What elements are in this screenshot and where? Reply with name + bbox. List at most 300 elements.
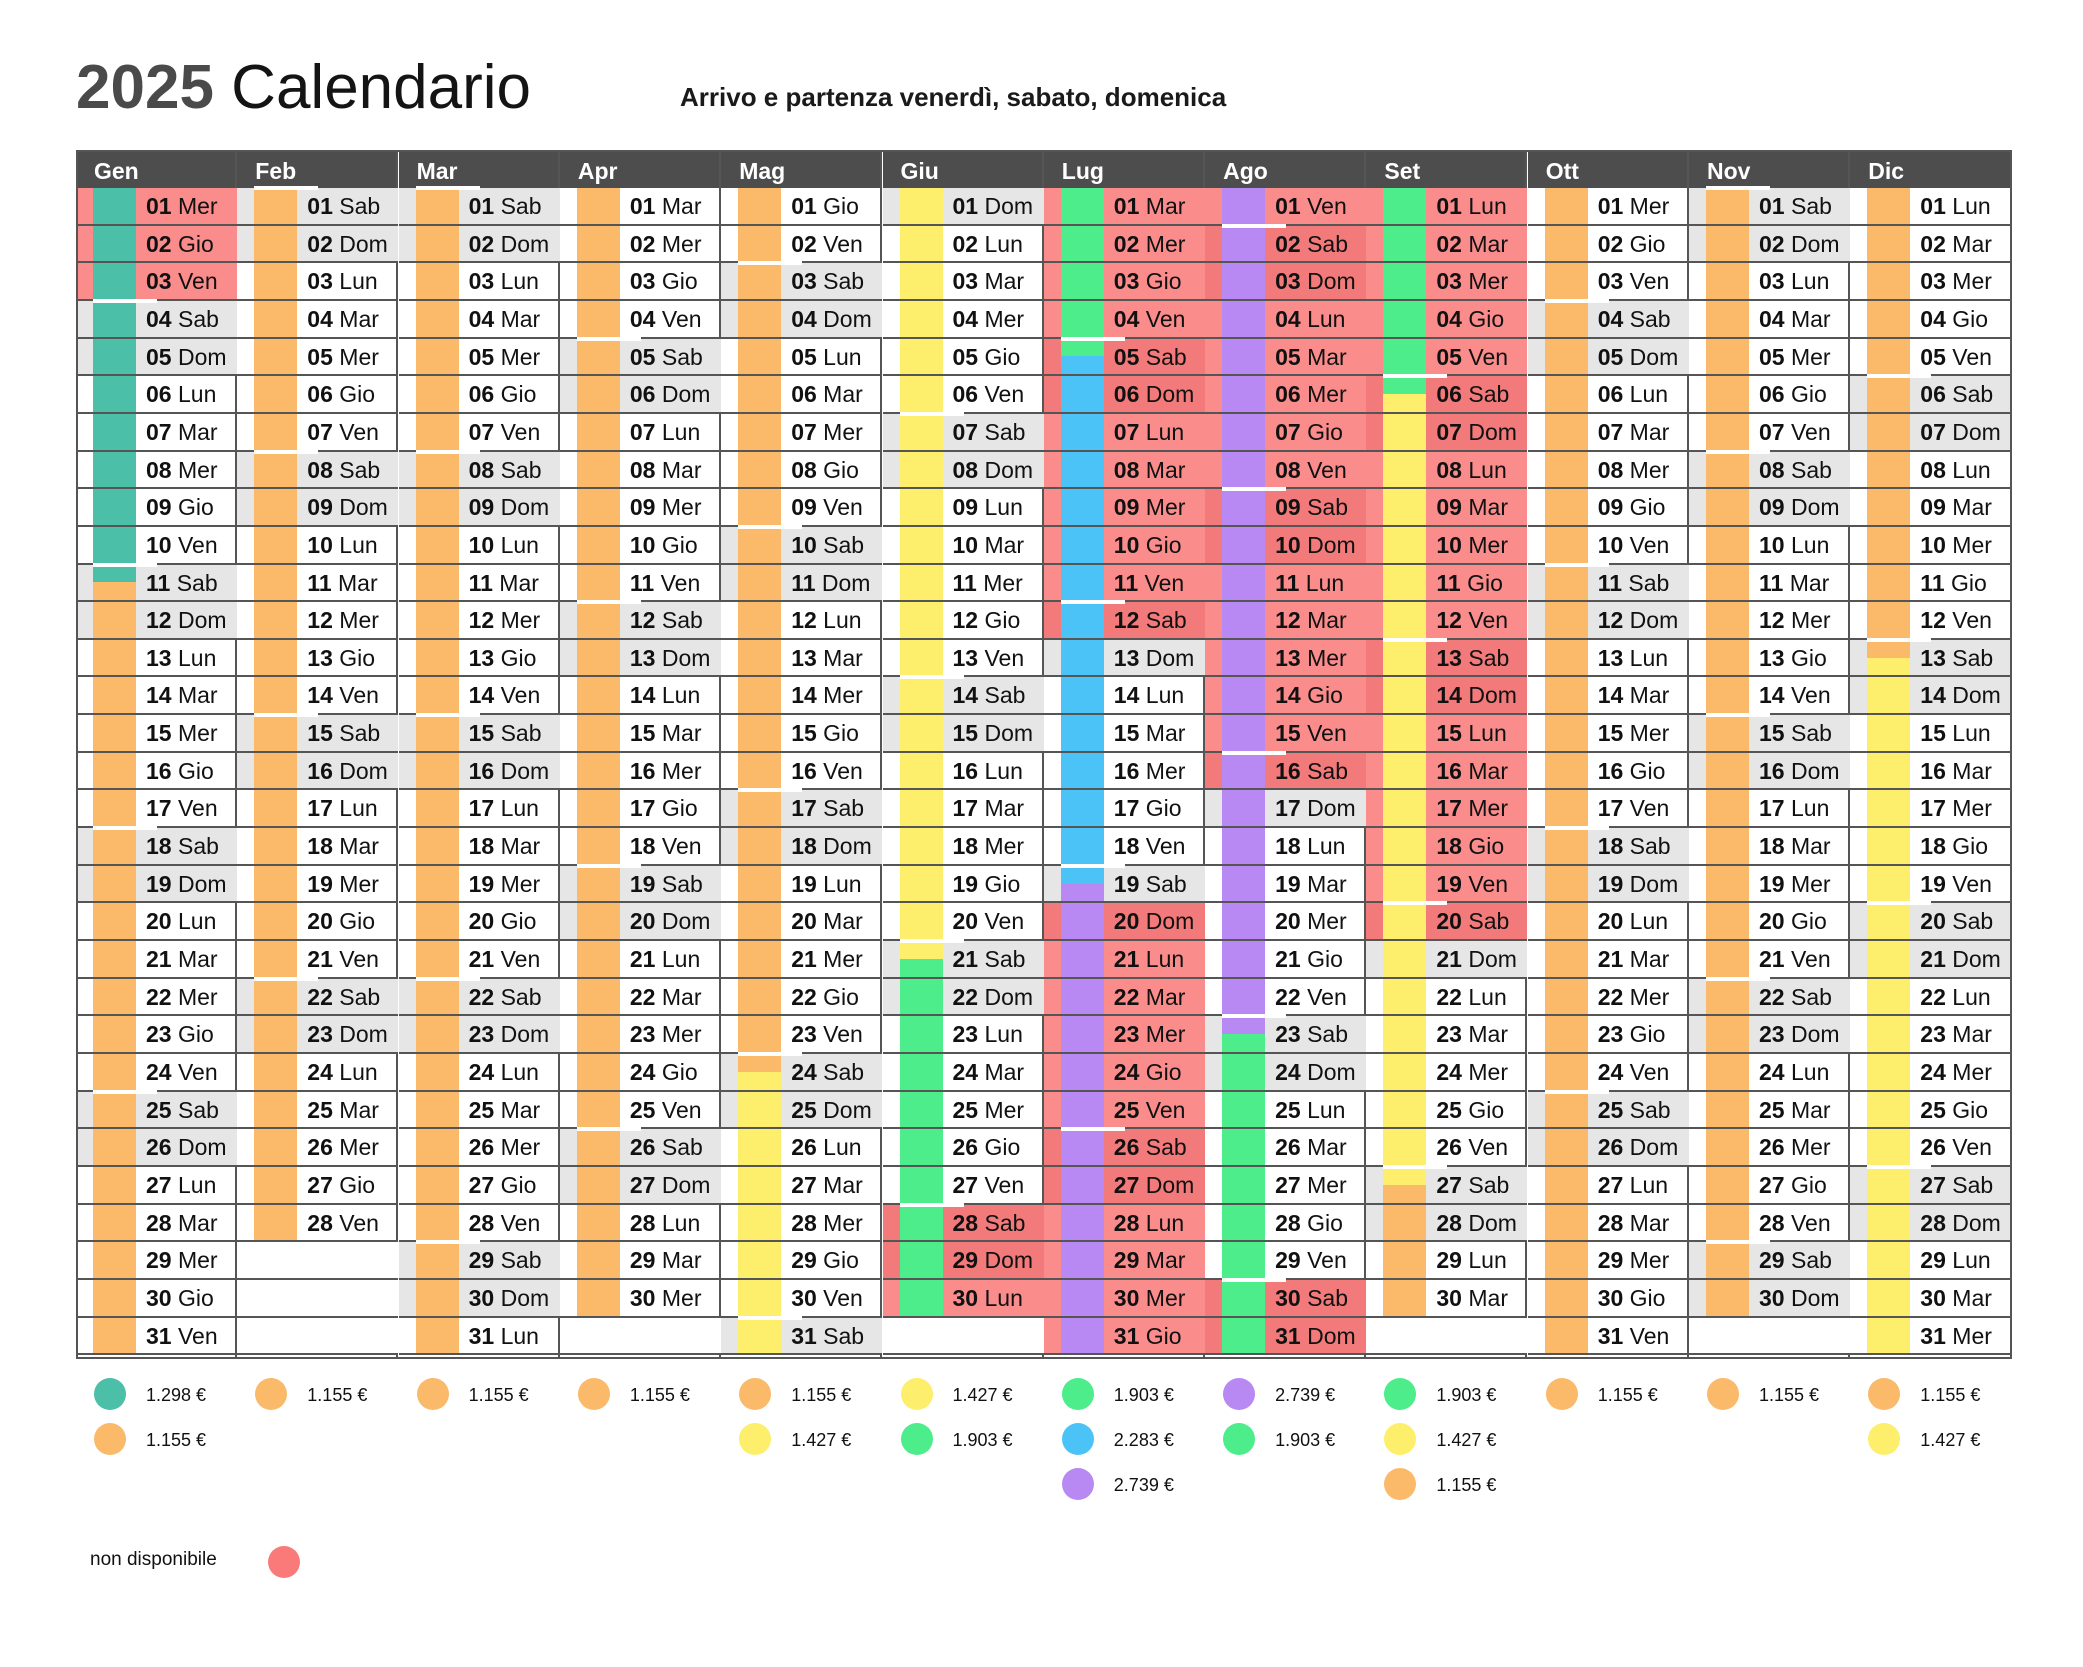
day-cell[interactable] bbox=[399, 188, 560, 226]
day-cell[interactable] bbox=[560, 527, 721, 565]
day-cell[interactable] bbox=[883, 1167, 1044, 1205]
day-cell[interactable] bbox=[237, 414, 398, 452]
day-cell[interactable] bbox=[1689, 376, 1850, 414]
day-cell[interactable] bbox=[399, 979, 560, 1017]
day-cell[interactable] bbox=[1528, 527, 1689, 565]
day-cell[interactable] bbox=[1044, 339, 1205, 377]
day-cell[interactable] bbox=[1850, 1167, 2011, 1205]
day-cell[interactable] bbox=[721, 941, 882, 979]
day-cell[interactable] bbox=[1850, 1129, 2011, 1167]
day-cell[interactable] bbox=[76, 979, 237, 1017]
day-cell[interactable] bbox=[883, 1280, 1044, 1318]
day-cell[interactable] bbox=[1366, 790, 1527, 828]
day-cell[interactable] bbox=[1528, 640, 1689, 678]
day-cell[interactable] bbox=[1044, 828, 1205, 866]
day-cell[interactable] bbox=[1044, 1242, 1205, 1280]
day-cell[interactable] bbox=[1205, 1092, 1366, 1130]
day-cell[interactable] bbox=[883, 790, 1044, 828]
day-cell[interactable] bbox=[1044, 979, 1205, 1017]
day-cell[interactable] bbox=[560, 715, 721, 753]
day-cell[interactable] bbox=[1689, 602, 1850, 640]
day-cell[interactable] bbox=[1366, 565, 1527, 603]
day-cell[interactable] bbox=[76, 1242, 237, 1280]
day-cell[interactable] bbox=[1205, 1129, 1366, 1167]
day-cell[interactable] bbox=[237, 866, 398, 904]
day-cell[interactable] bbox=[1689, 941, 1850, 979]
day-cell[interactable] bbox=[1850, 1016, 2011, 1054]
day-cell[interactable] bbox=[76, 452, 237, 490]
day-cell[interactable] bbox=[1044, 1280, 1205, 1318]
day-cell[interactable] bbox=[399, 1016, 560, 1054]
day-cell[interactable] bbox=[399, 1242, 560, 1280]
day-cell[interactable] bbox=[76, 866, 237, 904]
day-cell[interactable] bbox=[1366, 1167, 1527, 1205]
day-cell[interactable] bbox=[883, 565, 1044, 603]
day-cell[interactable] bbox=[399, 527, 560, 565]
day-cell[interactable] bbox=[399, 339, 560, 377]
day-cell[interactable] bbox=[883, 866, 1044, 904]
day-cell[interactable] bbox=[399, 452, 560, 490]
day-cell[interactable] bbox=[1850, 527, 2011, 565]
day-cell[interactable] bbox=[237, 602, 398, 640]
day-cell[interactable] bbox=[883, 452, 1044, 490]
day-cell[interactable] bbox=[237, 1054, 398, 1092]
day-cell[interactable] bbox=[1689, 753, 1850, 791]
day-cell[interactable] bbox=[1689, 715, 1850, 753]
day-cell[interactable] bbox=[721, 677, 882, 715]
day-cell[interactable] bbox=[883, 489, 1044, 527]
day-cell[interactable] bbox=[560, 677, 721, 715]
day-cell[interactable] bbox=[237, 677, 398, 715]
day-cell[interactable] bbox=[883, 677, 1044, 715]
day-cell[interactable] bbox=[721, 263, 882, 301]
day-cell[interactable] bbox=[76, 1280, 237, 1318]
day-cell[interactable] bbox=[1689, 1016, 1850, 1054]
day-cell[interactable] bbox=[76, 1129, 237, 1167]
day-cell[interactable] bbox=[1850, 263, 2011, 301]
day-cell[interactable] bbox=[1850, 1205, 2011, 1243]
day-cell[interactable] bbox=[1689, 339, 1850, 377]
day-cell[interactable] bbox=[237, 790, 398, 828]
day-cell[interactable] bbox=[1850, 640, 2011, 678]
day-cell[interactable] bbox=[1689, 1205, 1850, 1243]
day-cell[interactable] bbox=[1205, 489, 1366, 527]
day-cell[interactable] bbox=[76, 263, 237, 301]
day-cell[interactable] bbox=[237, 715, 398, 753]
day-cell[interactable] bbox=[1366, 452, 1527, 490]
day-cell[interactable] bbox=[399, 677, 560, 715]
day-cell[interactable] bbox=[1850, 1054, 2011, 1092]
day-cell[interactable] bbox=[76, 376, 237, 414]
day-cell[interactable] bbox=[1528, 263, 1689, 301]
day-cell[interactable] bbox=[237, 1016, 398, 1054]
day-cell[interactable] bbox=[560, 1016, 721, 1054]
day-cell[interactable] bbox=[883, 941, 1044, 979]
day-cell[interactable] bbox=[76, 489, 237, 527]
day-cell[interactable] bbox=[399, 565, 560, 603]
day-cell[interactable] bbox=[560, 1167, 721, 1205]
day-cell[interactable] bbox=[1205, 226, 1366, 264]
day-cell[interactable] bbox=[76, 640, 237, 678]
day-cell[interactable] bbox=[1528, 753, 1689, 791]
day-cell[interactable] bbox=[1528, 677, 1689, 715]
day-cell[interactable] bbox=[1366, 828, 1527, 866]
day-cell[interactable] bbox=[1044, 188, 1205, 226]
day-cell[interactable] bbox=[76, 790, 237, 828]
day-cell[interactable] bbox=[237, 979, 398, 1017]
day-cell[interactable] bbox=[1528, 1242, 1689, 1280]
day-cell[interactable] bbox=[399, 489, 560, 527]
day-cell[interactable] bbox=[1044, 1092, 1205, 1130]
day-cell[interactable] bbox=[721, 376, 882, 414]
day-cell[interactable] bbox=[1366, 226, 1527, 264]
day-cell[interactable] bbox=[399, 941, 560, 979]
day-cell[interactable] bbox=[1528, 866, 1689, 904]
day-cell[interactable] bbox=[1689, 1242, 1850, 1280]
day-cell[interactable] bbox=[76, 565, 237, 603]
day-cell[interactable] bbox=[1044, 1318, 1205, 1356]
day-cell[interactable] bbox=[560, 602, 721, 640]
day-cell[interactable] bbox=[76, 828, 237, 866]
day-cell[interactable] bbox=[1205, 602, 1366, 640]
day-cell[interactable] bbox=[721, 188, 882, 226]
day-cell[interactable] bbox=[237, 640, 398, 678]
day-cell[interactable] bbox=[1850, 790, 2011, 828]
day-cell[interactable] bbox=[883, 602, 1044, 640]
day-cell[interactable] bbox=[1044, 414, 1205, 452]
day-cell[interactable] bbox=[560, 226, 721, 264]
day-cell[interactable] bbox=[399, 1318, 560, 1356]
day-cell[interactable] bbox=[560, 301, 721, 339]
day-cell[interactable] bbox=[399, 263, 560, 301]
day-cell[interactable] bbox=[1044, 715, 1205, 753]
day-cell[interactable] bbox=[560, 979, 721, 1017]
day-cell[interactable] bbox=[883, 979, 1044, 1017]
day-cell[interactable] bbox=[1366, 489, 1527, 527]
day-cell[interactable] bbox=[1205, 565, 1366, 603]
day-cell[interactable] bbox=[237, 263, 398, 301]
day-cell[interactable] bbox=[1528, 1318, 1689, 1356]
day-cell[interactable] bbox=[1044, 903, 1205, 941]
day-cell[interactable] bbox=[237, 903, 398, 941]
day-cell[interactable] bbox=[560, 263, 721, 301]
day-cell[interactable] bbox=[1205, 1167, 1366, 1205]
day-cell[interactable] bbox=[721, 452, 882, 490]
day-cell[interactable] bbox=[1850, 866, 2011, 904]
day-cell[interactable] bbox=[883, 640, 1044, 678]
day-cell[interactable] bbox=[1044, 301, 1205, 339]
day-cell[interactable] bbox=[1689, 301, 1850, 339]
day-cell[interactable] bbox=[237, 1092, 398, 1130]
day-cell[interactable] bbox=[1850, 1280, 2011, 1318]
day-cell[interactable] bbox=[1044, 602, 1205, 640]
day-cell[interactable] bbox=[237, 188, 398, 226]
day-cell[interactable] bbox=[399, 903, 560, 941]
day-cell[interactable] bbox=[1205, 790, 1366, 828]
day-cell[interactable] bbox=[1850, 1242, 2011, 1280]
day-cell[interactable] bbox=[721, 301, 882, 339]
day-cell[interactable] bbox=[76, 188, 237, 226]
day-cell[interactable] bbox=[399, 602, 560, 640]
day-cell[interactable] bbox=[1366, 1280, 1527, 1318]
day-cell[interactable] bbox=[883, 527, 1044, 565]
day-cell[interactable] bbox=[1689, 866, 1850, 904]
day-cell[interactable] bbox=[1689, 263, 1850, 301]
day-cell[interactable] bbox=[1850, 602, 2011, 640]
day-cell[interactable] bbox=[1044, 1129, 1205, 1167]
day-cell[interactable] bbox=[399, 376, 560, 414]
day-cell[interactable] bbox=[1366, 1092, 1527, 1130]
day-cell[interactable] bbox=[237, 452, 398, 490]
day-cell[interactable] bbox=[399, 828, 560, 866]
day-cell[interactable] bbox=[1366, 602, 1527, 640]
day-cell[interactable] bbox=[1366, 414, 1527, 452]
day-cell[interactable] bbox=[1689, 565, 1850, 603]
day-cell[interactable] bbox=[1850, 1092, 2011, 1130]
day-cell[interactable] bbox=[1366, 263, 1527, 301]
day-cell[interactable] bbox=[1689, 1167, 1850, 1205]
day-cell[interactable] bbox=[76, 1054, 237, 1092]
day-cell[interactable] bbox=[76, 226, 237, 264]
day-cell[interactable] bbox=[1044, 489, 1205, 527]
day-cell[interactable] bbox=[883, 753, 1044, 791]
day-cell[interactable] bbox=[721, 753, 882, 791]
day-cell[interactable] bbox=[1689, 188, 1850, 226]
day-cell[interactable] bbox=[237, 1205, 398, 1243]
day-cell[interactable] bbox=[1044, 1054, 1205, 1092]
day-cell[interactable] bbox=[560, 339, 721, 377]
day-cell[interactable] bbox=[1689, 903, 1850, 941]
day-cell[interactable] bbox=[1366, 527, 1527, 565]
day-cell[interactable] bbox=[1205, 866, 1366, 904]
day-cell[interactable] bbox=[1044, 376, 1205, 414]
day-cell[interactable] bbox=[883, 263, 1044, 301]
day-cell[interactable] bbox=[1205, 301, 1366, 339]
day-cell[interactable] bbox=[399, 1054, 560, 1092]
day-cell[interactable] bbox=[883, 828, 1044, 866]
day-cell[interactable] bbox=[721, 715, 882, 753]
day-cell[interactable] bbox=[1689, 1054, 1850, 1092]
day-cell[interactable] bbox=[1205, 903, 1366, 941]
day-cell[interactable] bbox=[1528, 489, 1689, 527]
day-cell[interactable] bbox=[1689, 790, 1850, 828]
day-cell[interactable] bbox=[560, 376, 721, 414]
day-cell[interactable] bbox=[1689, 640, 1850, 678]
day-cell[interactable] bbox=[1205, 828, 1366, 866]
day-cell[interactable] bbox=[560, 790, 721, 828]
day-cell[interactable] bbox=[1205, 979, 1366, 1017]
day-cell[interactable] bbox=[76, 1318, 237, 1356]
day-cell[interactable] bbox=[1205, 263, 1366, 301]
day-cell[interactable] bbox=[1850, 1318, 2011, 1356]
day-cell[interactable] bbox=[721, 226, 882, 264]
day-cell[interactable] bbox=[1689, 527, 1850, 565]
day-cell[interactable] bbox=[883, 188, 1044, 226]
day-cell[interactable] bbox=[1044, 565, 1205, 603]
day-cell[interactable] bbox=[721, 565, 882, 603]
day-cell[interactable] bbox=[1689, 414, 1850, 452]
day-cell[interactable] bbox=[883, 339, 1044, 377]
day-cell[interactable] bbox=[1366, 941, 1527, 979]
day-cell[interactable] bbox=[399, 1129, 560, 1167]
day-cell[interactable] bbox=[1528, 376, 1689, 414]
day-cell[interactable] bbox=[1044, 790, 1205, 828]
day-cell[interactable] bbox=[560, 489, 721, 527]
day-cell[interactable] bbox=[399, 301, 560, 339]
day-cell[interactable] bbox=[1850, 677, 2011, 715]
day-cell[interactable] bbox=[1205, 376, 1366, 414]
day-cell[interactable] bbox=[1528, 1092, 1689, 1130]
day-cell[interactable] bbox=[1366, 903, 1527, 941]
day-cell[interactable] bbox=[721, 1318, 882, 1356]
day-cell[interactable] bbox=[76, 1016, 237, 1054]
day-cell[interactable] bbox=[1528, 1054, 1689, 1092]
day-cell[interactable] bbox=[560, 1092, 721, 1130]
day-cell[interactable] bbox=[1044, 866, 1205, 904]
day-cell[interactable] bbox=[1044, 452, 1205, 490]
day-cell[interactable] bbox=[76, 301, 237, 339]
day-cell[interactable] bbox=[76, 1092, 237, 1130]
day-cell[interactable] bbox=[1205, 188, 1366, 226]
day-cell[interactable] bbox=[1044, 640, 1205, 678]
day-cell[interactable] bbox=[721, 1280, 882, 1318]
day-cell[interactable] bbox=[1205, 1318, 1366, 1356]
day-cell[interactable] bbox=[1205, 414, 1366, 452]
day-cell[interactable] bbox=[560, 1054, 721, 1092]
day-cell[interactable] bbox=[1528, 339, 1689, 377]
day-cell[interactable] bbox=[1528, 301, 1689, 339]
day-cell[interactable] bbox=[1366, 979, 1527, 1017]
day-cell[interactable] bbox=[237, 1167, 398, 1205]
day-cell[interactable] bbox=[1366, 640, 1527, 678]
day-cell[interactable] bbox=[76, 1167, 237, 1205]
day-cell[interactable] bbox=[721, 602, 882, 640]
day-cell[interactable] bbox=[1528, 903, 1689, 941]
day-cell[interactable] bbox=[883, 414, 1044, 452]
day-cell[interactable] bbox=[721, 339, 882, 377]
day-cell[interactable] bbox=[1689, 489, 1850, 527]
day-cell[interactable] bbox=[1044, 753, 1205, 791]
day-cell[interactable] bbox=[1850, 188, 2011, 226]
day-cell[interactable] bbox=[399, 1205, 560, 1243]
day-cell[interactable] bbox=[237, 376, 398, 414]
day-cell[interactable] bbox=[1044, 677, 1205, 715]
day-cell[interactable] bbox=[1205, 527, 1366, 565]
day-cell[interactable] bbox=[1528, 1205, 1689, 1243]
day-cell[interactable] bbox=[1528, 715, 1689, 753]
day-cell[interactable] bbox=[560, 1205, 721, 1243]
day-cell[interactable] bbox=[560, 903, 721, 941]
day-cell[interactable] bbox=[1205, 452, 1366, 490]
day-cell[interactable] bbox=[883, 1205, 1044, 1243]
day-cell[interactable] bbox=[560, 640, 721, 678]
day-cell[interactable] bbox=[560, 1280, 721, 1318]
day-cell[interactable] bbox=[1366, 339, 1527, 377]
day-cell[interactable] bbox=[560, 941, 721, 979]
day-cell[interactable] bbox=[399, 1092, 560, 1130]
day-cell[interactable] bbox=[1366, 188, 1527, 226]
day-cell[interactable] bbox=[1528, 1129, 1689, 1167]
day-cell[interactable] bbox=[76, 753, 237, 791]
day-cell[interactable] bbox=[1689, 677, 1850, 715]
day-cell[interactable] bbox=[1205, 640, 1366, 678]
day-cell[interactable] bbox=[883, 301, 1044, 339]
day-cell[interactable] bbox=[883, 1242, 1044, 1280]
day-cell[interactable] bbox=[237, 527, 398, 565]
day-cell[interactable] bbox=[1850, 941, 2011, 979]
day-cell[interactable] bbox=[1528, 1280, 1689, 1318]
day-cell[interactable] bbox=[1689, 226, 1850, 264]
day-cell[interactable] bbox=[1205, 941, 1366, 979]
day-cell[interactable] bbox=[721, 979, 882, 1017]
day-cell[interactable] bbox=[1044, 226, 1205, 264]
day-cell[interactable] bbox=[399, 790, 560, 828]
day-cell[interactable] bbox=[1850, 903, 2011, 941]
day-cell[interactable] bbox=[1850, 301, 2011, 339]
day-cell[interactable] bbox=[1044, 527, 1205, 565]
day-cell[interactable] bbox=[560, 1242, 721, 1280]
day-cell[interactable] bbox=[1205, 1205, 1366, 1243]
day-cell[interactable] bbox=[1528, 1167, 1689, 1205]
day-cell[interactable] bbox=[721, 866, 882, 904]
day-cell[interactable] bbox=[1366, 376, 1527, 414]
day-cell[interactable] bbox=[399, 226, 560, 264]
day-cell[interactable] bbox=[1689, 1280, 1850, 1318]
day-cell[interactable] bbox=[1205, 677, 1366, 715]
day-cell[interactable] bbox=[1850, 715, 2011, 753]
day-cell[interactable] bbox=[1366, 677, 1527, 715]
day-cell[interactable] bbox=[560, 414, 721, 452]
day-cell[interactable] bbox=[237, 828, 398, 866]
day-cell[interactable] bbox=[76, 903, 237, 941]
day-cell[interactable] bbox=[1528, 941, 1689, 979]
day-cell[interactable] bbox=[237, 1129, 398, 1167]
day-cell[interactable] bbox=[721, 1092, 882, 1130]
day-cell[interactable] bbox=[1205, 1054, 1366, 1092]
day-cell[interactable] bbox=[883, 1129, 1044, 1167]
day-cell[interactable] bbox=[721, 903, 882, 941]
day-cell[interactable] bbox=[76, 677, 237, 715]
day-cell[interactable] bbox=[1528, 790, 1689, 828]
day-cell[interactable] bbox=[1850, 376, 2011, 414]
day-cell[interactable] bbox=[399, 1280, 560, 1318]
day-cell[interactable] bbox=[399, 866, 560, 904]
day-cell[interactable] bbox=[883, 376, 1044, 414]
day-cell[interactable] bbox=[76, 414, 237, 452]
day-cell[interactable] bbox=[1366, 753, 1527, 791]
day-cell[interactable] bbox=[1205, 1280, 1366, 1318]
day-cell[interactable] bbox=[76, 527, 237, 565]
day-cell[interactable] bbox=[1044, 1167, 1205, 1205]
day-cell[interactable] bbox=[883, 1054, 1044, 1092]
day-cell[interactable] bbox=[1528, 188, 1689, 226]
day-cell[interactable] bbox=[1850, 226, 2011, 264]
day-cell[interactable] bbox=[1366, 1016, 1527, 1054]
day-cell[interactable] bbox=[1044, 1205, 1205, 1243]
day-cell[interactable] bbox=[560, 866, 721, 904]
day-cell[interactable] bbox=[560, 828, 721, 866]
day-cell[interactable] bbox=[1205, 339, 1366, 377]
day-cell[interactable] bbox=[560, 565, 721, 603]
day-cell[interactable] bbox=[1850, 414, 2011, 452]
day-cell[interactable] bbox=[76, 339, 237, 377]
day-cell[interactable] bbox=[1528, 979, 1689, 1017]
day-cell[interactable] bbox=[237, 565, 398, 603]
day-cell[interactable] bbox=[1205, 715, 1366, 753]
day-cell[interactable] bbox=[399, 640, 560, 678]
day-cell[interactable] bbox=[237, 941, 398, 979]
day-cell[interactable] bbox=[560, 188, 721, 226]
